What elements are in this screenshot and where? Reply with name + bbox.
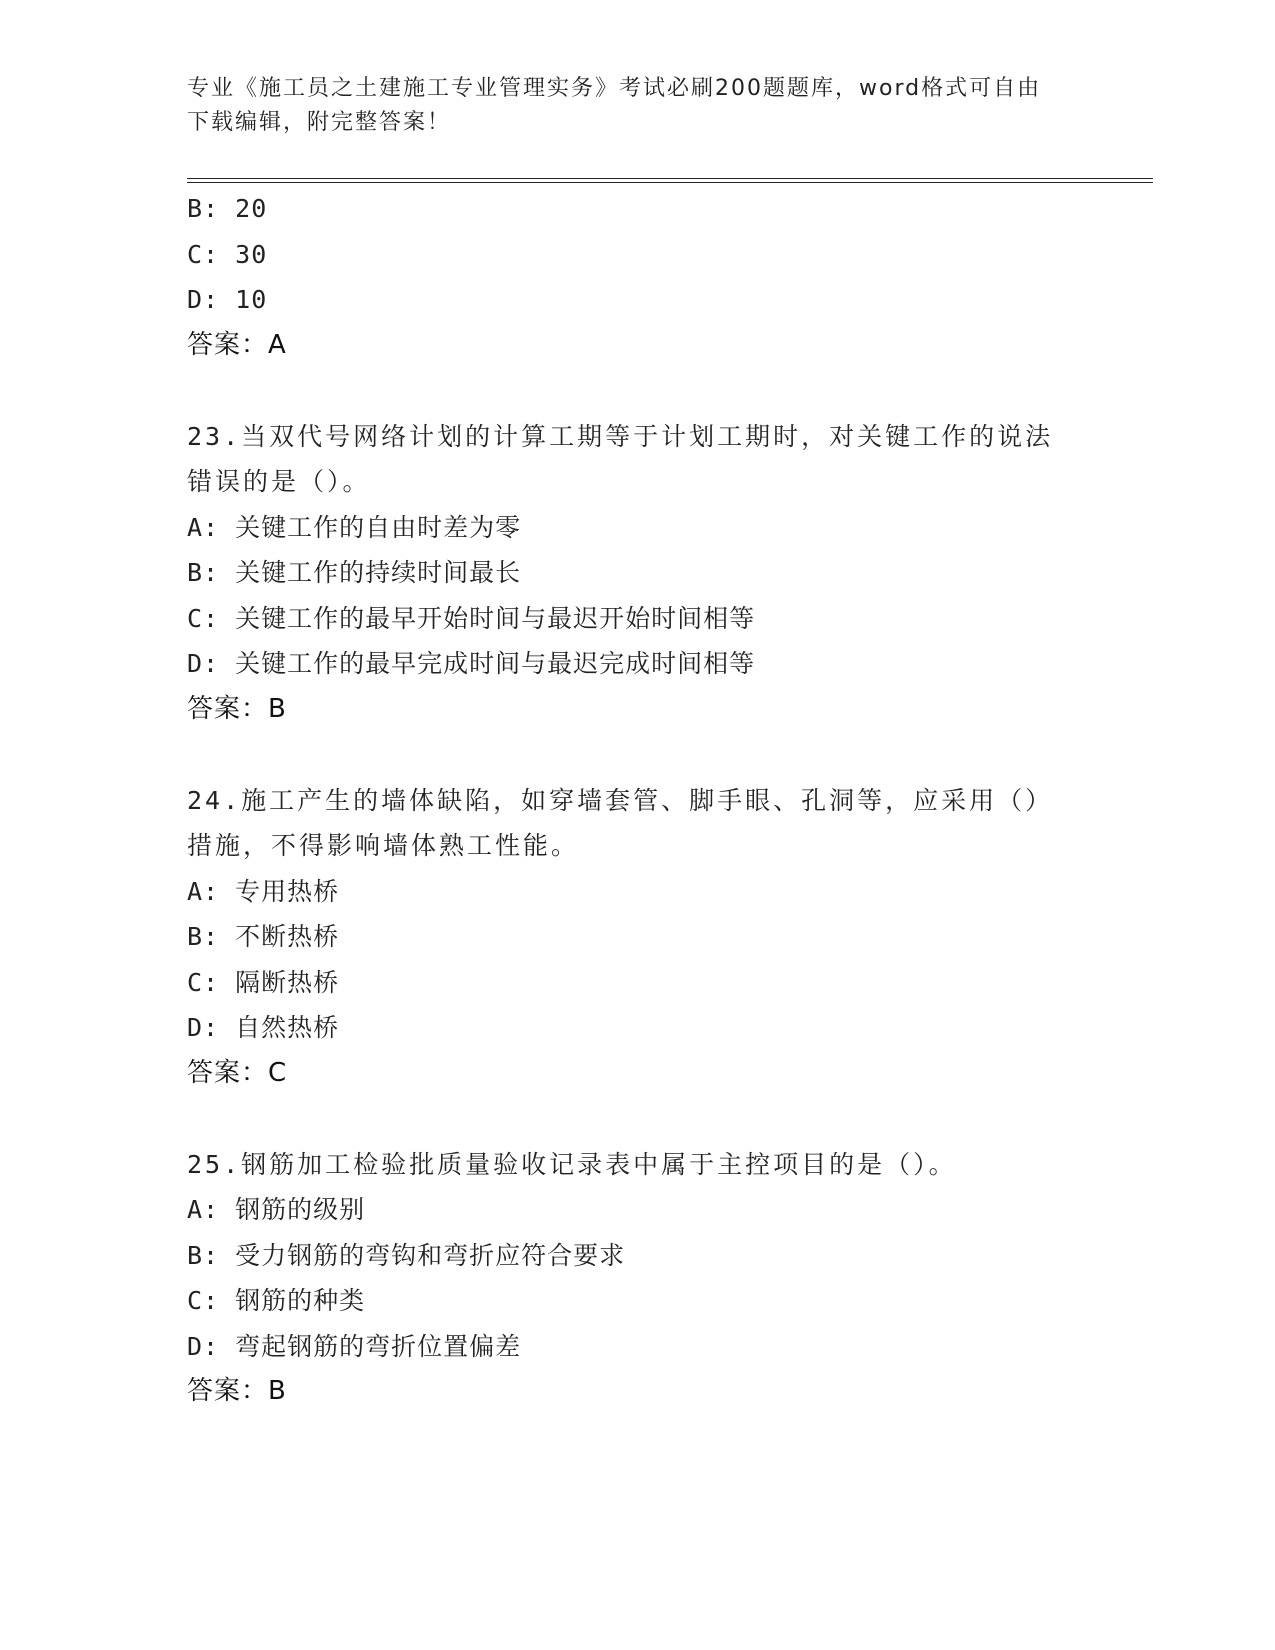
spacer: [187, 1096, 1087, 1142]
question-text-line-1: 24.施工产生的墙体缺陷，如穿墙套管、脚手眼、孔洞等，应采用（）: [187, 785, 1054, 815]
option-c: C: 30: [187, 239, 268, 269]
header-line-2: 下载编辑，附完整答案！: [187, 110, 452, 135]
option-d: D: 10: [187, 285, 268, 314]
question-text-line-2: 错误的是（）。: [187, 467, 371, 496]
question-23: [187, 414, 1087, 733]
option-b: B: 不断热桥: [187, 922, 340, 951]
spacer: [187, 368, 1087, 414]
question-22-tail: [187, 186, 1087, 368]
option-c: C: 钢筋的种类: [187, 1286, 366, 1315]
option-d: D: 关键工作的最早完成时间与最迟完成时间相等: [187, 649, 756, 678]
option-c: C: 关键工作的最早开始时间与最迟开始时间相等: [187, 603, 756, 633]
header-line-1: 专业《施工员之土建施工专业管理实务》考试必刷200题题库，word格式可自由: [187, 76, 1042, 101]
option-d: D: 弯起钢筋的弯折位置偏差: [187, 1331, 522, 1361]
header-rule-bottom: [187, 182, 1153, 183]
option-c: C: 隔断热桥: [187, 967, 340, 997]
answer-line: 答案：A: [187, 329, 287, 360]
option-b: B: 关键工作的持续时间最长: [187, 558, 522, 587]
question-24: [187, 778, 1087, 1097]
answer-line: 答案：B: [187, 1376, 287, 1406]
option-a: A: 钢筋的级别: [187, 1195, 366, 1224]
question-list: [187, 186, 1087, 1415]
option-b: B: 受力钢筋的弯钩和弯折应符合要求: [187, 1240, 626, 1270]
option-a: A: 关键工作的自由时差为零: [187, 512, 522, 542]
spacer: [187, 732, 1087, 778]
option-b: B: 20: [187, 194, 268, 223]
header-rule-top: [187, 178, 1153, 179]
option-a: A: 专用热桥: [187, 876, 340, 906]
answer-line: 答案：C: [187, 1057, 288, 1088]
answer-line: 答案：B: [187, 693, 287, 724]
option-d: D: 自然热桥: [187, 1013, 340, 1042]
question-25: [187, 1142, 1087, 1415]
question-text-line-1: 25.钢筋加工检验批质量验收记录表中属于主控项目的是（）。: [187, 1149, 957, 1179]
question-text-line-2: 措施，不得影响墙体熟工性能。: [187, 831, 580, 860]
document-header: [187, 72, 1067, 140]
question-text-line-1: 23.当双代号网络计划的计算工期等于计划工期时，对关键工作的说法: [187, 421, 1054, 451]
